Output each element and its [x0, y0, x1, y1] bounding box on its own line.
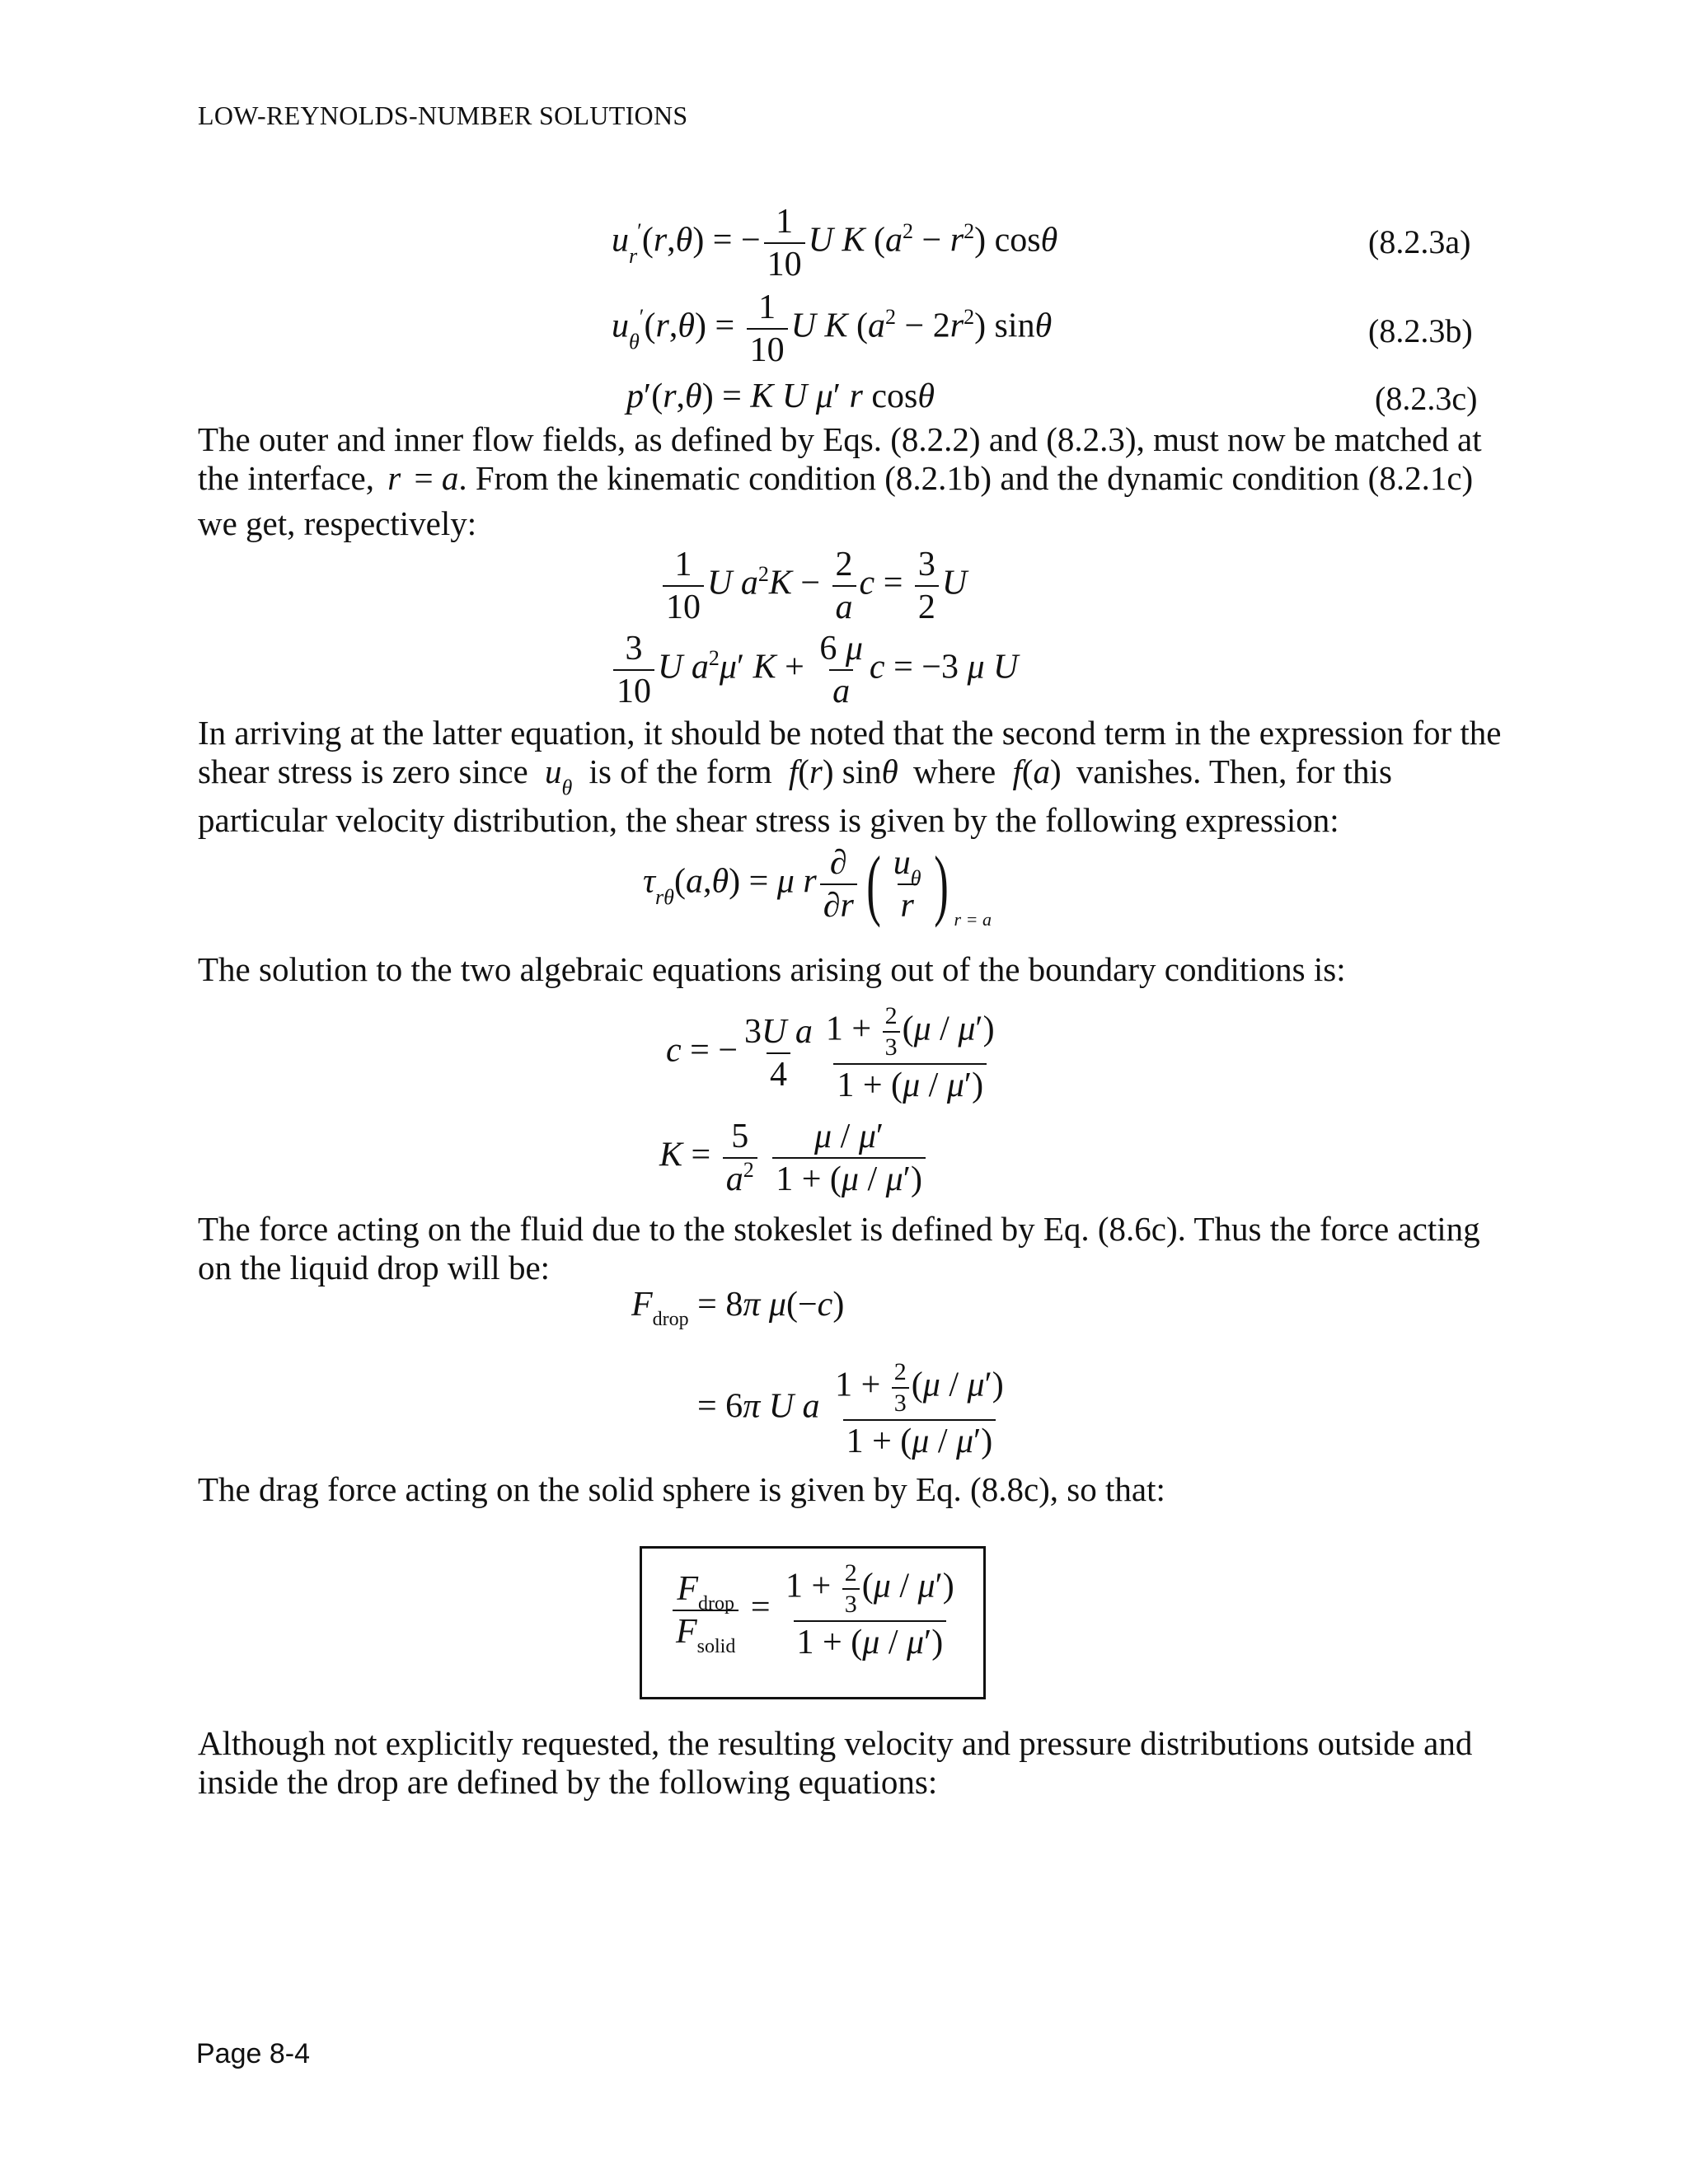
paragraph-6-line-1: Although not explicitly requested, the resulting velocity and pressure distributions outside and — [198, 1724, 1473, 1762]
p1-line2-end: . From the kinematic condition (8.2.1b) and the dynamic condition (8.2.1c) — [458, 459, 1474, 497]
paragraph-2-line-1: In arriving at the latter equation, it should be noted that the second term in the expression for the — [198, 714, 1502, 752]
equation-8-2-3a: $u_r'(r,\theta)$ = − $\frac{1}{10}$ U K $(a^2 - r^2)$ cosθ — [612, 203, 1058, 284]
paragraph-4-line-1: The force acting on the fluid due to the stokeslet is defined by Eq. (8.6c). Thus the force acting — [198, 1210, 1480, 1248]
subscript-drop: drop — [652, 1309, 689, 1330]
p2-line2-part-d: vanishes. Then, for this — [1076, 752, 1392, 790]
boxed-result-equation: $\frac{F_{drop}}{F_{solid}}$ = 1 + $\frac{2}{3}$ (μ / μ′) 1 + (μ / μ′) — [669, 1561, 961, 1660]
k-solution-equation: K = $\frac{5}{a^2}$ $\frac{\mu / \mu'}{1 + (\mu / \mu')}$ — [659, 1119, 929, 1197]
paragraph-1-line-3: we get, respectively: — [198, 504, 477, 542]
running-header: LOW-REYNOLDS-NUMBER SOLUTIONS — [198, 101, 688, 130]
paragraph-1-line-2: the interface, r = a. From the kinematic condition (8.2.1b) and the dynamic condition (8.2.1c) — [198, 459, 1474, 497]
p2-line2-part-c: where — [913, 752, 996, 790]
paragraph-3: The solution to the two algebraic equations arising out of the boundary conditions is: — [198, 950, 1346, 988]
dynamic-matching-equation: $\frac{3}{10}$ U $a^2\mu'$ K + $\frac{6 \mu}{a}$ c = −3 μ U — [610, 631, 1018, 709]
paragraph-1-line-1: The outer and inner flow fields, as defined by Eqs. (8.2.2) and (8.2.3), must now be matched at — [198, 420, 1482, 458]
equation-number-8-2-3a: (8.2.3a) — [1368, 223, 1471, 260]
page-number: Page 8-4 — [196, 2038, 310, 2069]
equation-8-2-3b: $u_\theta'(r,\theta)$ = $\frac{1}{10}$ U K $(a^2 - 2r^2)$ sinθ — [612, 288, 1053, 369]
paragraph-5: The drag force acting on the solid sphere is given by Eq. (8.8c), so that: — [198, 1470, 1165, 1508]
paragraph-4-line-2: on the liquid drop will be: — [198, 1249, 551, 1286]
drop-force-equation-line-1: $F_{drop} = 8\pi$ μ(−c) — [631, 1286, 845, 1330]
paragraph-6-line-2: inside the drop are defined by the following equations: — [198, 1763, 938, 1801]
c-solution-equation: c = − $\frac{\text{3U a}}{4}$ 1 + $\frac{2}{3}$ (μ / μ′) 1 + (μ / μ′) — [666, 1002, 995, 1104]
paragraph-2-line-3: particular velocity distribution, the shear stress is given by the following expression: — [198, 801, 1339, 839]
equation-number-8-2-3b: (8.2.3b) — [1368, 312, 1473, 349]
p2-line2-part-b: is of the form — [588, 752, 772, 790]
p1-line2-start: the interface, — [198, 459, 374, 497]
shear-stress-equation: $\tau_{r\theta}(a,\theta) = \mu$ r $\frac{\partial}{\partial r}$ ( $\frac{u_\theta}{r}$ ) $_{r = a}$ — [643, 840, 992, 930]
kinematic-matching-equation: $\frac{1}{10}$ U $a^2K$ − $\frac{2}{a}$ c = $\frac{3}{2}$ U — [659, 547, 967, 625]
drop-force-equation-line-2: = 6π U a 1 + $\frac{2}{3}$ (μ / μ′) 1 + (μ / μ′) — [697, 1358, 1004, 1460]
ratio-subscript-solid: solid — [696, 1636, 736, 1657]
equation-8-2-3c: p′(r,θ) = K U μ′ r cosθ — [626, 377, 935, 415]
ratio-subscript-drop: drop — [698, 1593, 734, 1615]
p2-line2-part-a: shear stress is zero since — [198, 752, 528, 790]
equation-number-8-2-3c: (8.2.3c) — [1375, 380, 1478, 417]
paragraph-2-line-2: shear stress is zero since $u_\theta$ is of the form f(r) sinθ where f(a) vanishes. Then, for this — [198, 752, 1392, 799]
